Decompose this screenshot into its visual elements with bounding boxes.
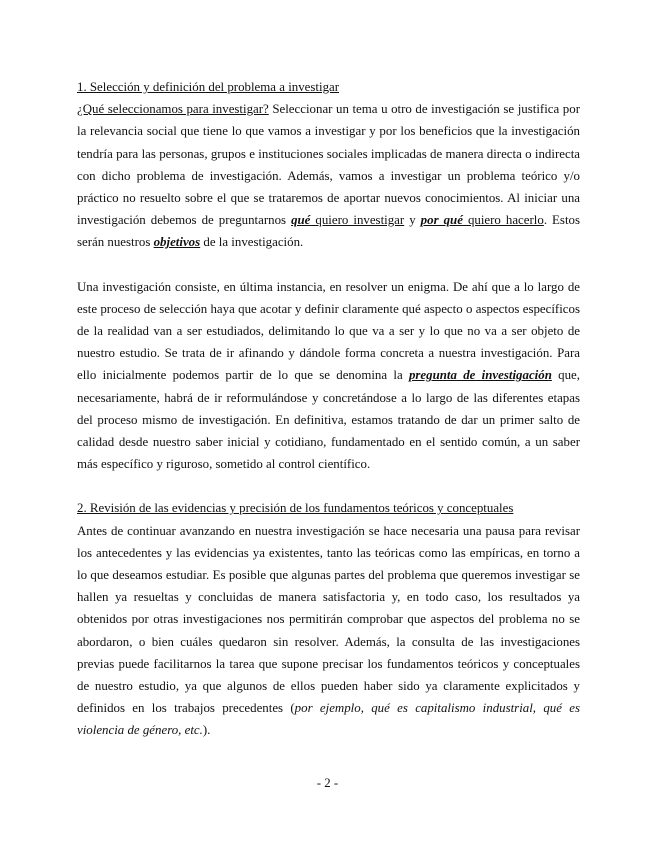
paragraph-text: ). <box>202 723 211 738</box>
emphasis-objetivos: objetivos <box>153 235 201 250</box>
paragraph-text: Una investigación consiste, en última instancia, en resolver un enigma. De ahí que a lo largo de este proceso de selección haya que acotar y definir claramente qué aspecto o aspectos específicos de la realidad van a ser estudiados, delimitando lo que va a ser y lo que no va a ser objeto de nuestro estudio. Se trata de ir afinando y dándole forma concreta a nuestra investigación. Para ello inicialmente podemos partir de lo que se denomina la <box>77 279 580 383</box>
emphasis-por-que: por qué <box>420 213 463 228</box>
guiding-question: ¿Qué seleccionamos para investigar? <box>77 102 269 117</box>
section-2-paragraph-1 <box>77 520 580 742</box>
paragraph-text: y <box>404 213 421 228</box>
page-number: - 2 - <box>316 776 339 790</box>
paragraph-text: . Estos serán nuestros <box>77 213 580 250</box>
section-1-paragraph-2 <box>77 276 580 476</box>
document-page <box>77 76 580 742</box>
section-1-heading: 1. Selección y definición del problema a investigar <box>77 80 340 94</box>
example-italic: por ejemplo, qué es capitalismo industrial, qué es violencia de género, etc. <box>77 701 580 738</box>
section-1-paragraph-1 <box>77 98 580 253</box>
emphasis-que: qué <box>291 213 311 228</box>
paragraph-text: Antes de continuar avanzando en nuestra investigación se hace necesaria una pausa para revisar los antecedentes y las evidencias ya existentes, tanto las teóricas como las empíricas, en torno a lo que deseamos estudiar. Es posible que algunas partes del problema que queremos investigar se hallen ya resueltas y concluidas de manera satisfactoria y, en todo caso, los resultados ya obtenidos por otras investigaciones nos permitirán comprobar que aspectos del problema no se abordaron, o bien cuáles quedaron sin resolver. Además, la consulta de las investigaciones previas puede facilitarnos la tarea que supone precisar los fundamentos teóricos y conceptuales de nuestro estudio, ya que algunos de ellos pueden haber sido ya claramente explicitados y definidos en los trabajos precedentes ( <box>77 523 580 716</box>
paragraph-gap <box>77 254 580 276</box>
emphasis-pregunta-de-investigacion: pregunta de investigación <box>408 368 552 383</box>
underlined-text: quiero hacerlo <box>462 213 544 228</box>
paragraph-text: Seleccionar un tema u otro de investigación se justifica por la relevancia social que tiene lo que vamos a investigar y por los beneficios que la investigación tendría para las personas, grupos e instituciones sociales implicadas de manera directa o indirecta con dicho problema de investigación. Además, vamos a investigar un problema teórico y/o práctico no resuelto sobre el que se trataremos de aportar nuevos conocimientos. Al iniciar una investigación debemos de preguntarnos <box>77 102 580 228</box>
underlined-text: quiero investigar <box>310 213 405 228</box>
paragraph-gap <box>77 475 580 497</box>
paragraph-text: que, necesariamente, habrá de ir reformulándose y concretándose a lo largo de las diferentes etapas del proceso mismo de investigación. En definitiva, estamos tratando de dar un primer salto de calidad desde nuestro saber inicial y cotidiano, fundamentado en el sentido común, a un saber más específico y riguroso, sometido al control científico. <box>77 368 580 472</box>
paragraph-text: de la investigación. <box>200 235 304 250</box>
section-2-heading: 2. Revisión de las evidencias y precisión de los fundamentos teóricos y conceptuales <box>77 501 514 516</box>
